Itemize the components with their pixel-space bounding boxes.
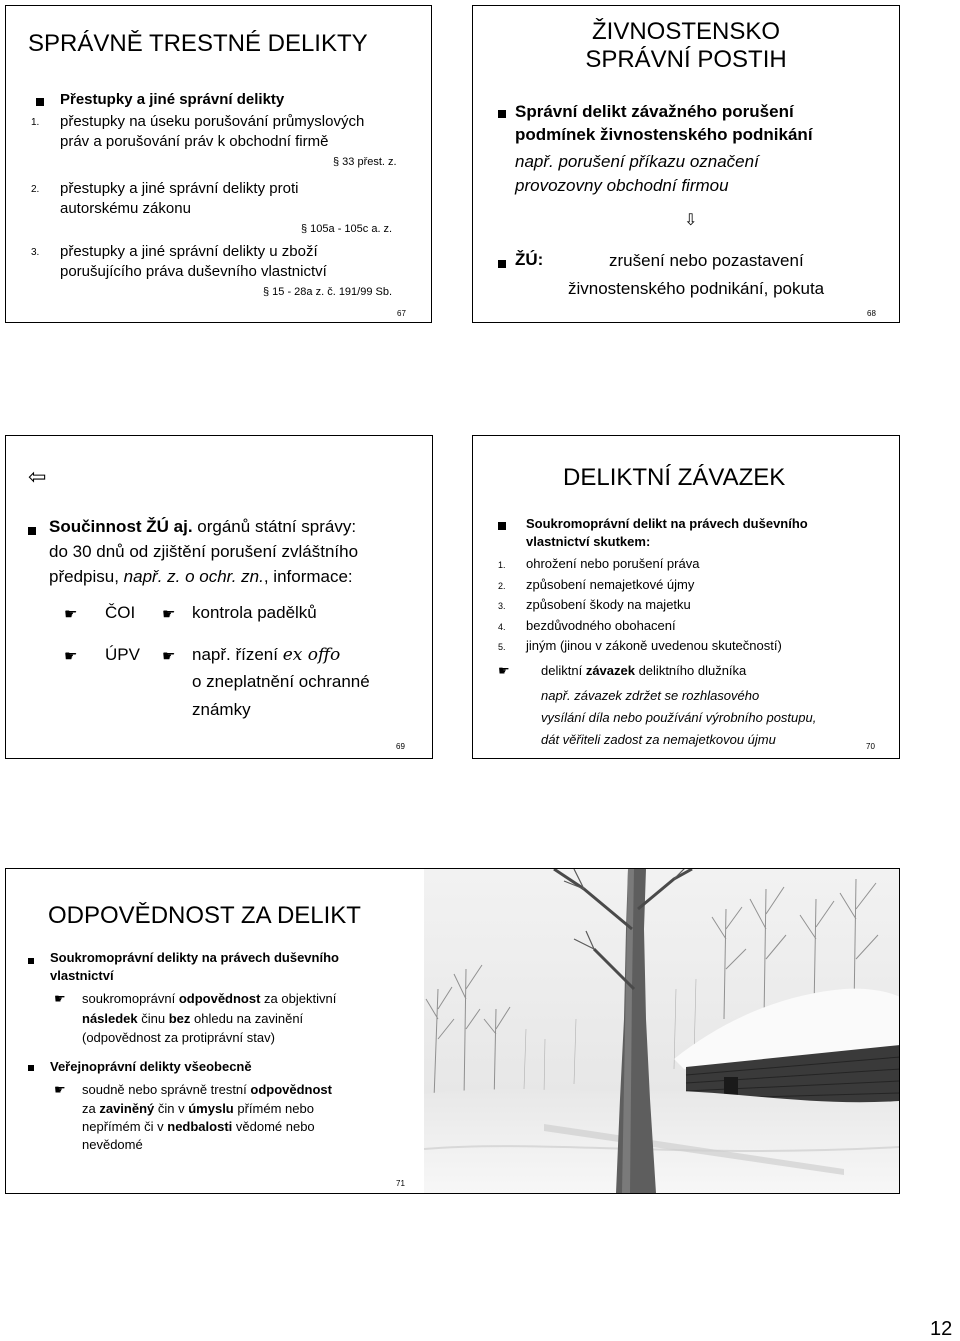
hand-2-line1: [82, 1082, 332, 1097]
bullet-line2: vlastnictví skutkem:: [526, 534, 651, 549]
slide-70: [472, 435, 900, 759]
down-arrow-icon: ⇩: [684, 212, 698, 229]
item-2-line1: přestupky a jiné správní delikty proti: [60, 180, 299, 197]
text-bold: následek: [82, 1011, 138, 1026]
hand-1-line1: [82, 991, 336, 1006]
upv-line2: o zneplatnění ochranné: [192, 672, 370, 691]
upv-b: ex offo: [282, 645, 341, 665]
left-arrow-icon: ⇦: [28, 464, 47, 489]
page-number: 71: [396, 1179, 405, 1188]
example-line1: např. závazek zdržet se rozhlasového: [541, 688, 760, 703]
line-1-rest: orgánů státní správy:: [192, 517, 357, 536]
ref-2: § 105a - 105c a. z.: [301, 223, 393, 235]
slide-title: DELIKTNÍ ZÁVAZEK: [563, 464, 786, 491]
slide-69: [5, 435, 433, 759]
hand-1-line2: [82, 1011, 303, 1026]
text-bold: odpovědnost: [178, 991, 261, 1006]
line-3a: předpisu,: [49, 567, 124, 586]
bullet-1-line1: Správní delikt závažného porušení: [515, 102, 794, 121]
pointing-hand-icon: ☛: [64, 648, 78, 665]
heading: Přestupky a jiné správní delikty: [60, 91, 285, 108]
zu-label: ŽÚ:: [515, 250, 544, 269]
slide-title: SPRÁVNĚ TRESTNÉ DELIKTY: [28, 30, 368, 57]
text-bold: úmyslu: [188, 1101, 234, 1116]
text: soudně nebo správně trestní: [82, 1082, 251, 1097]
item-3-line2: porušujícího práva duševního vlastnictví: [60, 263, 327, 280]
bullet-square: [36, 98, 44, 106]
bullet-square: [28, 527, 36, 535]
pointing-hand-icon: ☛: [54, 991, 66, 1006]
bullet-square: [28, 1065, 34, 1071]
text: čin v: [154, 1101, 189, 1116]
bullet-square: [498, 522, 506, 530]
example-line2: provozovny obchodní firmou: [515, 176, 729, 195]
bold-lead: Součinnost ŽÚ aj.: [49, 517, 193, 536]
slide-title-line1: ŽIVNOSTENSKO: [591, 18, 781, 45]
item-5: jiným (jinou v zákoně uvedenou skutečností): [526, 638, 782, 653]
hand-2-line3: [82, 1119, 315, 1134]
text: ohledu na zavinění: [190, 1011, 304, 1026]
page-number: 67: [397, 309, 406, 318]
ref-3: § 15 - 28a z. č. 191/99 Sb.: [263, 286, 393, 298]
text: činu: [137, 1011, 169, 1026]
text: nepřímém či v: [82, 1119, 168, 1134]
hand-2-line2: [82, 1101, 314, 1116]
item-num-2: 2.: [498, 581, 506, 591]
bullet-1-line1: Soukromoprávní delikty na právech duševního: [50, 950, 339, 965]
hand-2-line4: nevědomé: [82, 1137, 143, 1152]
item-num-5: 5.: [498, 642, 506, 652]
page-number: 69: [396, 742, 405, 751]
winter-photo: [424, 869, 900, 1193]
text: za objektivní: [260, 991, 337, 1006]
item-3-line1: přestupky a jiné správní delikty u zboží: [60, 243, 318, 260]
text-bold: bez: [168, 1011, 191, 1026]
item-1-line1: přestupky na úseku porušování průmyslových: [60, 113, 365, 130]
pointing-hand-icon: ☛: [64, 606, 78, 623]
line-3: [49, 567, 353, 587]
slide-title-line2: SPRÁVNÍ POSTIH: [585, 46, 787, 73]
slide-68: [472, 5, 900, 323]
line-1: [49, 517, 356, 537]
page-number: 68: [867, 309, 876, 318]
upv-a: např. řízení: [192, 645, 283, 664]
coi-label: ČOI: [105, 603, 136, 622]
bullet-line1: Soukromoprávní delikt na právech duševního: [526, 516, 808, 531]
item-3: způsobení škody na majetku: [526, 597, 691, 612]
pointing-hand-icon: ☛: [162, 606, 176, 623]
bullet-2: Veřejnoprávní delikty všeobecně: [50, 1059, 252, 1074]
upv-line3: známky: [192, 700, 251, 719]
bullet-1-line2: podmínek živnostenského podnikání: [515, 125, 813, 144]
ref-1: § 33 přest. z.: [333, 156, 397, 168]
item-num-3: 3.: [498, 601, 506, 611]
example-line2: vysílání díla nebo používání výrobního postupu,: [541, 710, 817, 725]
text-bold: nedbalosti: [167, 1119, 233, 1134]
line-2: do 30 dnů od zjištění porušení zvláštního: [49, 542, 359, 561]
item-num-1: 1.: [31, 117, 40, 128]
text: přímém nebo: [233, 1101, 314, 1116]
upv-label: ÚPV: [105, 645, 140, 664]
bullet-square: [498, 110, 506, 118]
bullet-square: [28, 958, 34, 964]
item-num-4: 4.: [498, 622, 506, 632]
zu-line2: živnostenského podnikání, pokuta: [568, 279, 825, 298]
item-2-line2: autorskému zákonu: [60, 200, 191, 217]
pointing-hand-icon: ☛: [54, 1082, 66, 1097]
upv-line1: [192, 645, 340, 665]
slide-71: [5, 868, 900, 1194]
item-1: ohrožení nebo porušení práva: [526, 556, 700, 571]
bullet-square: [498, 260, 506, 268]
text-bold: zaviněný: [99, 1101, 155, 1116]
hand-c: deliktního dlužníka: [634, 663, 747, 678]
text-bold: odpovědnost: [250, 1082, 332, 1097]
text: vědomé nebo: [232, 1119, 315, 1134]
item-num-2: 2.: [31, 184, 40, 195]
coi-text: kontrola padělků: [192, 603, 317, 622]
slide-title: ODPOVĚDNOST ZA DELIKT: [48, 902, 361, 929]
text: soukromoprávní: [82, 991, 179, 1006]
item-num-1: 1.: [498, 560, 506, 570]
item-4: bezdůvodného obohacení: [526, 618, 676, 633]
hand-line: [541, 663, 746, 678]
item-2: způsobení nemajetkové újmy: [526, 577, 695, 592]
bullet-1-line2: vlastnictví: [50, 968, 114, 983]
slide-67: [5, 5, 432, 323]
footer-page-number: 12: [930, 1318, 953, 1340]
hand-b: závazek: [585, 663, 635, 678]
item-1-line2: práv a porušování práv k obchodní firmě: [60, 133, 329, 150]
example-line1: např. porušení příkazu označení: [515, 152, 759, 171]
zu-line1: zrušení nebo pozastavení: [609, 251, 804, 270]
example-line3: dát věřiteli zadost za nemajetkovou újmu: [541, 732, 776, 747]
item-num-3: 3.: [31, 247, 40, 258]
page-number: 70: [866, 742, 875, 751]
hand-1-line3: (odpovědnost za protiprávní stav): [82, 1030, 275, 1045]
line-3b: např. z. o ochr. zn.: [123, 567, 264, 586]
line-3c: , informace:: [263, 567, 353, 586]
hand-a: deliktní: [541, 663, 586, 678]
text: za: [82, 1101, 100, 1116]
pointing-hand-icon: ☛: [162, 648, 176, 665]
pointing-hand-icon: ☛: [498, 663, 510, 678]
